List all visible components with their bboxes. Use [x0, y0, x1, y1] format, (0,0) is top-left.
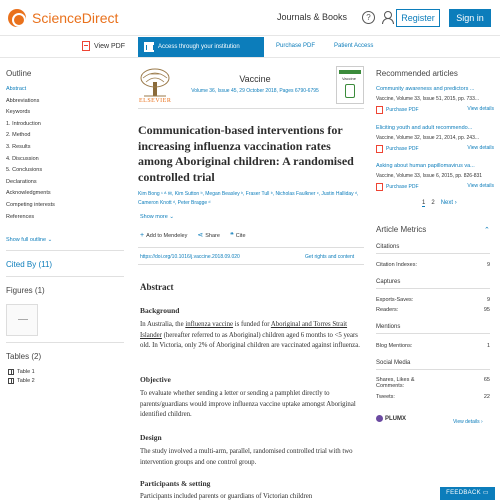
plumx-logo[interactable]: [376, 415, 406, 422]
help-icon[interactable]: ?: [362, 11, 375, 24]
mentions-heading: Mentions: [376, 324, 490, 334]
chevron-right-icon: ›: [454, 200, 457, 206]
metric-row: [376, 343, 490, 349]
table-icon: [8, 369, 14, 375]
recommended-pager: [422, 200, 457, 207]
cite-button[interactable]: [230, 231, 246, 239]
show-more-label: Show more: [140, 214, 168, 220]
recommended-links: [376, 183, 494, 191]
quote-icon: ❝: [229, 232, 234, 239]
top-navigation-bar: [0, 0, 500, 36]
recommended-heading: Recommended articles: [376, 69, 458, 78]
outline-item-results[interactable]: 3. Results: [6, 143, 31, 150]
cited-by-link[interactable]: Cited By (11): [6, 260, 53, 269]
figures-heading: Figures (1): [6, 286, 45, 295]
add-to-mendeley-button[interactable]: [140, 232, 187, 239]
metric-row: [376, 262, 490, 268]
tables-heading: Tables (2): [6, 352, 42, 361]
article-actions: [140, 231, 246, 239]
metric-label: Tweets:: [376, 394, 395, 400]
view-details-label: View details: [453, 419, 480, 425]
recommended-links: [376, 145, 494, 153]
outline-item-keywords[interactable]: Keywords: [6, 109, 31, 116]
journal-issue-link[interactable]: Volume 36, Issue 45, 29 October 2018, Pages 6790-6795: [191, 88, 319, 94]
recommended-item: [376, 125, 494, 153]
sign-in-button[interactable]: Sign in: [449, 9, 491, 27]
metric-value: 9: [486, 262, 490, 268]
user-icon[interactable]: [381, 11, 394, 24]
design-heading: Design: [140, 433, 162, 442]
aboriginal-link[interactable]: Aboriginal and Torres Strait Islander: [140, 321, 348, 339]
outline-item-discussion[interactable]: 4. Discussion: [6, 155, 39, 162]
cite-label: Cite: [235, 233, 246, 239]
participants-heading: Participants & setting: [140, 479, 211, 488]
journals-books-label: Journals & Books: [277, 12, 348, 22]
text-segment: is funded for: [233, 321, 271, 328]
chat-icon: ▭: [482, 490, 489, 496]
recommended-title-link[interactable]: Eliciting youth and adult recommendo...: [376, 125, 473, 131]
share-label: Share: [205, 233, 220, 239]
metric-value: 1: [486, 343, 490, 349]
page-2-button[interactable]: 2: [431, 200, 435, 206]
purchase-pdf-link[interactable]: Purchase PDF: [376, 145, 419, 153]
share-button[interactable]: [197, 231, 220, 239]
outline-item-declarations[interactable]: Declarations: [6, 178, 37, 185]
influenza-vaccine-link[interactable]: influenza vaccine: [185, 321, 234, 328]
sciencedirect-logo-icon[interactable]: [8, 9, 26, 27]
table-icon: [8, 378, 14, 384]
outline-list: [6, 84, 55, 223]
chevron-up-icon[interactable]: ⌃: [484, 227, 490, 234]
plus-icon: +: [140, 231, 145, 239]
figure-thumbnail[interactable]: [6, 304, 38, 336]
article-title: Communication-based interventions for increasing influenza vaccination rates among Aboriginal children: A randomised controlled trial: [138, 123, 354, 184]
table-link-2[interactable]: [8, 378, 35, 384]
outline-item-acknowledgments[interactable]: Acknowledgments: [6, 190, 51, 197]
article-metrics-heading: Article Metrics: [376, 225, 427, 234]
metric-value: 65: [483, 377, 490, 383]
show-full-outline-button[interactable]: [6, 237, 52, 243]
view-pdf-button[interactable]: [82, 41, 125, 51]
cover-graphic: [345, 84, 355, 98]
metric-row: [376, 377, 490, 389]
purchase-pdf-link[interactable]: Purchase PDF: [376, 183, 419, 191]
register-button[interactable]: Register: [396, 9, 440, 27]
table-label: Table 2: [17, 378, 35, 384]
chevron-down-icon: ⌄: [47, 237, 53, 243]
divider: [138, 264, 364, 265]
doi-link[interactable]: https://doi.org/10.1016/j.vaccine.2018.09.020: [140, 254, 240, 260]
citations-heading: Citations: [376, 244, 490, 254]
feedback-button[interactable]: [440, 487, 495, 500]
article-toolbar: [0, 36, 500, 58]
recommended-meta: Vaccine, Volume 32, Issue 21, 2014, pp. 243...: [376, 135, 480, 141]
feedback-label: FEEDBACK: [446, 490, 481, 496]
institution-icon: [144, 42, 154, 52]
author-list[interactable]: Kim Bong ¹ ᴬ ✉, Kim Sutton ᵇ, Megan Beasley ᵇ, Fraser Tull ᵇ, Nicholas Faulkner ᶜ, Justin Halliday ᵈ, Cameron Knott ᵈ, Peter Bragge ᵈ: [138, 191, 359, 206]
participants-paragraph: Participants included parents or guardians of Victorian children: [140, 493, 313, 500]
journal-title-link[interactable]: Vaccine: [239, 74, 271, 84]
divider: [6, 342, 124, 343]
outline-item-introduction[interactable]: 1. Introduction: [6, 120, 41, 127]
captures-heading: Captures: [376, 279, 490, 289]
recommended-meta: Vaccine, Volume 33, Issue 6, 2015, pp. 826-831: [376, 173, 483, 179]
metric-row: [376, 394, 490, 400]
metric-label: Citation Indexes:: [376, 262, 417, 268]
outline-item-method[interactable]: 2. Method: [6, 132, 31, 139]
next-label: Next: [440, 200, 454, 206]
journals-books-link[interactable]: [277, 12, 347, 22]
metric-row: [376, 307, 490, 313]
show-more-button[interactable]: [140, 214, 174, 220]
divider: [138, 247, 364, 248]
outline-item-abstract[interactable]: Abstract: [6, 86, 27, 92]
metric-row: [376, 297, 490, 303]
metric-value: 95: [483, 307, 490, 313]
next-page-button[interactable]: [441, 200, 457, 207]
metric-label: Blog Mentions:: [376, 343, 413, 349]
divider: [138, 108, 364, 109]
table-link-1[interactable]: [8, 369, 35, 375]
abstract-heading: Abstract: [140, 282, 174, 292]
recommended-meta: Vaccine, Volume 33, Issue 51, 2015, pp. 733...: [376, 96, 480, 102]
recommended-item: [376, 163, 494, 191]
view-details-link[interactable]: View details: [467, 106, 494, 112]
add-mendeley-label: Add to Mendeley: [146, 232, 188, 239]
outline-item-competing-interests[interactable]: Competing interests: [6, 201, 55, 208]
outline-item-abbreviations[interactable]: Abbreviations: [6, 97, 40, 104]
rights-link[interactable]: Get rights and content: [305, 254, 355, 260]
text-segment: (hereafter referred to as Aboriginal) children aged 6 months to <5 years old. In Victoria, only 2% of Aboriginal children are vaccinated against influenza.: [140, 331, 360, 349]
metrics-view-details-link[interactable]: View details ›: [453, 419, 483, 425]
recommended-title-link[interactable]: Community awareness and predictors ...: [376, 86, 475, 92]
plumx-icon: [376, 415, 383, 422]
outline-item-references[interactable]: References: [6, 213, 35, 220]
background-paragraph: [140, 320, 366, 352]
outline-heading: Outline: [6, 69, 32, 78]
metric-value: 9: [486, 297, 490, 303]
metric-value: 22: [483, 394, 490, 400]
view-details-link[interactable]: View details: [467, 145, 494, 151]
objective-paragraph: To evaluate whether sending a letter or sending a pamphlet directly to parents/guardians would improve influenza vaccine uptake amongst Aboriginal identified children.: [140, 390, 356, 418]
divider: [6, 250, 124, 251]
pdf-icon: [82, 41, 90, 51]
objective-heading: Objective: [140, 375, 171, 384]
page-1-button[interactable]: 1: [422, 200, 426, 206]
chevron-down-icon: ⌄: [169, 214, 174, 220]
cover-title: Vaccine: [342, 76, 356, 81]
background-heading: Background: [140, 306, 180, 315]
share-icon: ⋖: [197, 232, 204, 239]
site-logo-text[interactable]: ScienceDirect: [32, 10, 119, 26]
view-pdf-label: View PDF: [94, 42, 125, 50]
institution-access-button[interactable]: [138, 37, 264, 57]
purchase-pdf-link[interactable]: Purchase PDF: [276, 43, 316, 49]
metric-label: Exports-Saves:: [376, 297, 414, 303]
metric-label: Shares, Likes & Comments:: [376, 377, 415, 389]
design-paragraph: The study involved a multi-arm, parallel, randomised controlled trial with two intervention groups and one control group.: [140, 448, 353, 466]
recommended-title-link[interactable]: Asking about human papillomavirus va...: [376, 163, 475, 169]
purchase-pdf-link[interactable]: Purchase PDF: [376, 106, 419, 114]
social-media-heading: Social Media: [376, 360, 490, 370]
publisher-logo[interactable]: ELSEVIER: [139, 98, 172, 104]
elsevier-tree-emblem: [138, 68, 172, 98]
institution-access-label: Access through your institution: [158, 44, 240, 50]
outline-item-conclusions[interactable]: 5. Conclusions: [6, 167, 43, 174]
text-segment: In Australia, the: [140, 321, 186, 328]
journal-cover-image[interactable]: [336, 66, 364, 104]
table-label: Table 1: [17, 369, 35, 375]
plumx-label: PLUMX: [385, 415, 406, 422]
divider: [6, 276, 124, 277]
metric-label: Readers:: [376, 307, 399, 313]
view-details-link[interactable]: View details: [467, 183, 494, 189]
recommended-item: [376, 86, 494, 114]
patient-access-link[interactable]: Patient Access: [334, 43, 374, 49]
show-full-outline-label: Show full outline: [6, 237, 47, 243]
cover-band: [339, 70, 361, 74]
recommended-links: [376, 106, 494, 114]
